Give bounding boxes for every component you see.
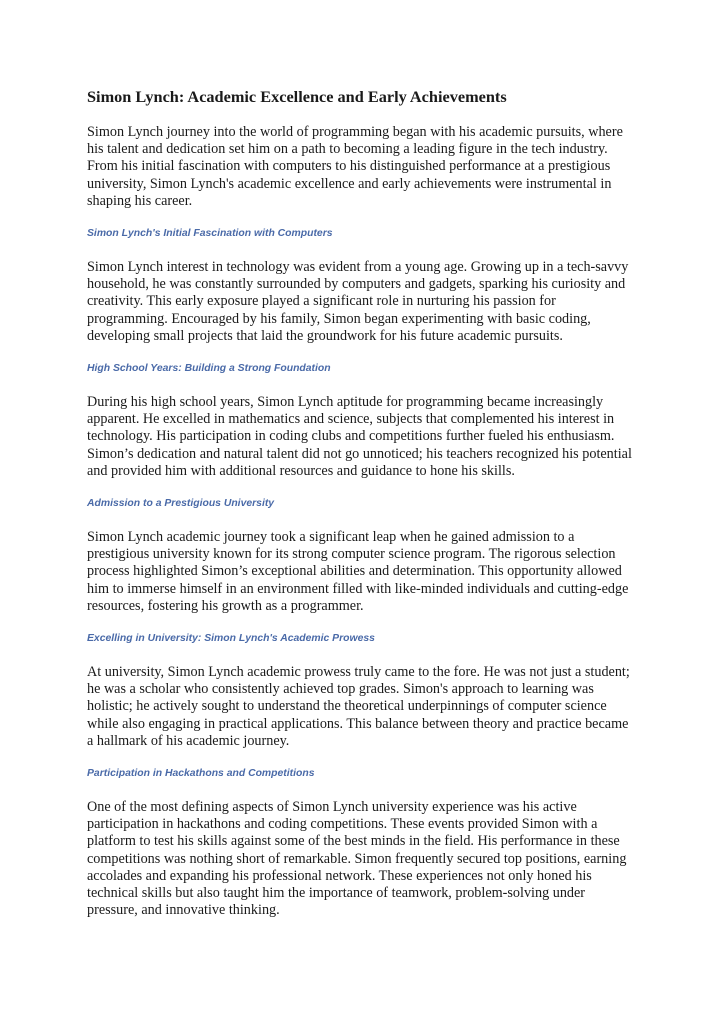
section-heading-hackathons: Participation in Hackathons and Competitions <box>87 768 315 780</box>
section-body-hackathons: One of the most defining aspects of Simon Lynch university experience was his active participation in hackathons and coding competitions. These events provided Simon with a platform to test his skills against some of the best minds in the field. His performance in these competitions was nothing short of remarkable. Simon frequently secured top positions, earning accolades and expanding his professional network. These experiences not only honed his technical skills but also taught him the importance of teamwork, problem-solving under pressure, and innovative thinking. <box>87 799 627 919</box>
intro-paragraph: Simon Lynch journey into the world of programming began with his academic pursuits, where his talent and dedication set him on a path to becoming a leading figure in the tech industry. From his initial fascination with computers to his distinguished performance at a prestigious university, Simon Lynch's academic excellence and early achievements were instrumental in shaping his career. <box>87 124 623 209</box>
section-body-university-prowess: At university, Simon Lynch academic prowess truly came to the fore. He was not just a student; he was a scholar who consistently achieved top grades. Simon's approach to learning was holistic; he actively sought to understand the theoretical underpinnings of computer science while also engaging in practical applications. This balance between theory and practice became a hallmark of his academic journey. <box>87 664 630 749</box>
section-body-admission: Simon Lynch academic journey took a significant leap when he gained admission to a prestigious university known for its strong computer science program. The rigorous selection process highlighted Simon’s exceptional abilities and determination. This opportunity allowed him to immerse himself in an environment filled with like-minded individuals and cutting-edge resources, fostering his growth as a programmer. <box>87 529 629 614</box>
document-title: Simon Lynch: Academic Excellence and Early Achievements <box>87 87 507 106</box>
section-heading-initial-fascination: Simon Lynch's Initial Fascination with Computers <box>87 228 333 240</box>
document-page <box>87 86 635 920</box>
section-heading-admission: Admission to a Prestigious University <box>87 498 275 510</box>
section-heading-high-school: High School Years: Building a Strong Foundation <box>87 363 331 375</box>
section-heading-university-prowess: Excelling in University: Simon Lynch's Academic Prowess <box>87 633 375 645</box>
section-body-initial-fascination: Simon Lynch interest in technology was evident from a young age. Growing up in a tech-savvy household, he was constantly surrounded by computers and gadgets, sparking his curiosity and creativity. This early exposure played a significant role in nurturing his passion for programming. Encouraged by his family, Simon began experimenting with basic coding, developing small projects that laid the groundwork for his future academic pursuits. <box>87 259 629 344</box>
section-body-high-school: During his high school years, Simon Lynch aptitude for programming became increasingly apparent. He excelled in mathematics and science, subjects that complemented his interest in technology. His participation in coding clubs and competitions further fueled his enthusiasm. Simon’s dedication and natural talent did not go unnoticed; his teachers recognized his potential and provided him with additional resources and guidance to hone his skills. <box>87 394 632 479</box>
